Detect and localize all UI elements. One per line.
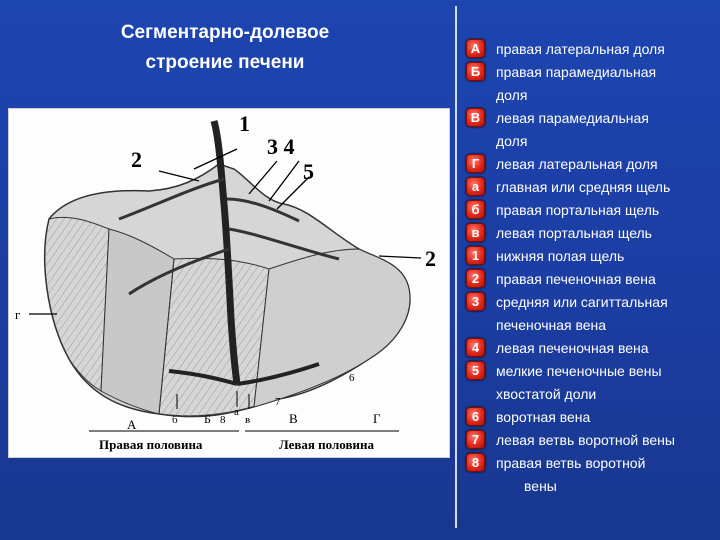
legend-text: левая ветвь воротной вены <box>496 432 675 448</box>
title-line-1: Сегментарно-долевое <box>120 22 330 43</box>
segment-v <box>159 258 269 417</box>
legend-text: правая печеночная вена <box>496 271 656 287</box>
segment-g <box>254 249 410 407</box>
callout-5: 5 <box>303 159 314 184</box>
legend-badge: 6 <box>466 407 485 426</box>
callout-2-right: 2 <box>425 246 436 271</box>
legend-badge: б <box>466 200 485 219</box>
legend-badge: 3 <box>466 292 485 311</box>
legend-text: левая печеночная вена <box>496 340 649 356</box>
legend-text: главная или средняя щель <box>496 179 671 195</box>
title-line-2: строение печени <box>145 52 305 73</box>
legend-text: хвостатой доли <box>496 386 597 402</box>
legend-row <box>466 245 716 268</box>
legend-row <box>466 429 716 452</box>
letter-b-small: б <box>172 414 178 426</box>
legend-badge: Б <box>466 62 485 81</box>
letter-A: А <box>127 417 137 432</box>
callout-1: 1 <box>239 111 250 136</box>
legend-text: воротная вена <box>496 409 591 425</box>
legend-text: правая латеральная доля <box>496 41 665 57</box>
legend-row <box>466 291 716 314</box>
legend-text: правая ветвь воротной <box>496 455 646 471</box>
legend-row <box>466 38 716 61</box>
callout-2: 2 <box>131 147 142 172</box>
legend-row <box>466 475 716 498</box>
legend-badge: А <box>466 39 485 58</box>
legend-row <box>466 383 716 406</box>
legend-badge: 2 <box>466 269 485 288</box>
legend-row <box>466 84 716 107</box>
arrow-2 <box>159 171 199 181</box>
liver-illustration <box>8 108 450 458</box>
legend-row <box>466 176 716 199</box>
letter-V: В <box>289 411 298 426</box>
right-half-label: Правая половина <box>99 437 203 452</box>
legend-row <box>466 107 716 130</box>
callout-3-4: 3 4 <box>267 134 295 159</box>
legend-badge: В <box>466 108 485 127</box>
legend-row <box>466 452 716 475</box>
callout-7: 7 <box>275 396 281 408</box>
arrow-2-right <box>379 256 421 258</box>
legend-badge: 5 <box>466 361 485 380</box>
letter-8: 8 <box>220 414 226 426</box>
legend-text: левая латеральная доля <box>496 156 658 172</box>
callout-6: 6 <box>349 372 355 384</box>
vertical-divider <box>455 6 457 528</box>
legend-row <box>466 360 716 383</box>
slide-title <box>60 18 390 78</box>
letter-v-small: в <box>245 414 251 426</box>
legend-row <box>466 222 716 245</box>
legend-badge: а <box>466 177 485 196</box>
legend-badge: 8 <box>466 453 485 472</box>
legend-row <box>466 130 716 153</box>
legend-text: левая портальная щель <box>496 225 652 241</box>
legend-text: средняя или сагиттальная <box>496 294 668 310</box>
legend-badge: 1 <box>466 246 485 265</box>
legend-row <box>466 337 716 360</box>
legend-text: доля <box>496 133 528 149</box>
legend-badge: Г <box>466 154 485 173</box>
letter-B: Б <box>204 412 211 426</box>
legend-row <box>466 61 716 84</box>
segment-a <box>45 217 109 391</box>
legend-badge: 4 <box>466 338 485 357</box>
left-half-label: Левая половина <box>279 437 374 452</box>
letter-a-small: а <box>234 406 239 418</box>
legend-text: печеночная вена <box>496 317 607 333</box>
liver-drawing <box>9 109 449 457</box>
legend-list <box>466 38 716 498</box>
legend-text: правая парамедиальная <box>496 64 657 80</box>
legend-badge: в <box>466 223 485 242</box>
legend-row <box>466 153 716 176</box>
legend-row <box>466 268 716 291</box>
legend-badge: 7 <box>466 430 485 449</box>
legend-text: правая портальная щель <box>496 202 660 218</box>
legend-row <box>466 199 716 222</box>
legend-text: вены <box>524 478 557 494</box>
arrow-4 <box>269 161 299 201</box>
legend-row <box>466 406 716 429</box>
legend-text: мелкие печеночные вены <box>496 363 662 379</box>
legend-text: доля <box>496 87 528 103</box>
arrow-3 <box>249 161 277 194</box>
legend-row <box>466 314 716 337</box>
letter-G: Г <box>373 411 381 426</box>
legend-text: левая парамедиальная <box>496 110 649 126</box>
callout-g-left: г <box>15 307 21 322</box>
legend-text: нижняя полая щель <box>496 248 625 264</box>
